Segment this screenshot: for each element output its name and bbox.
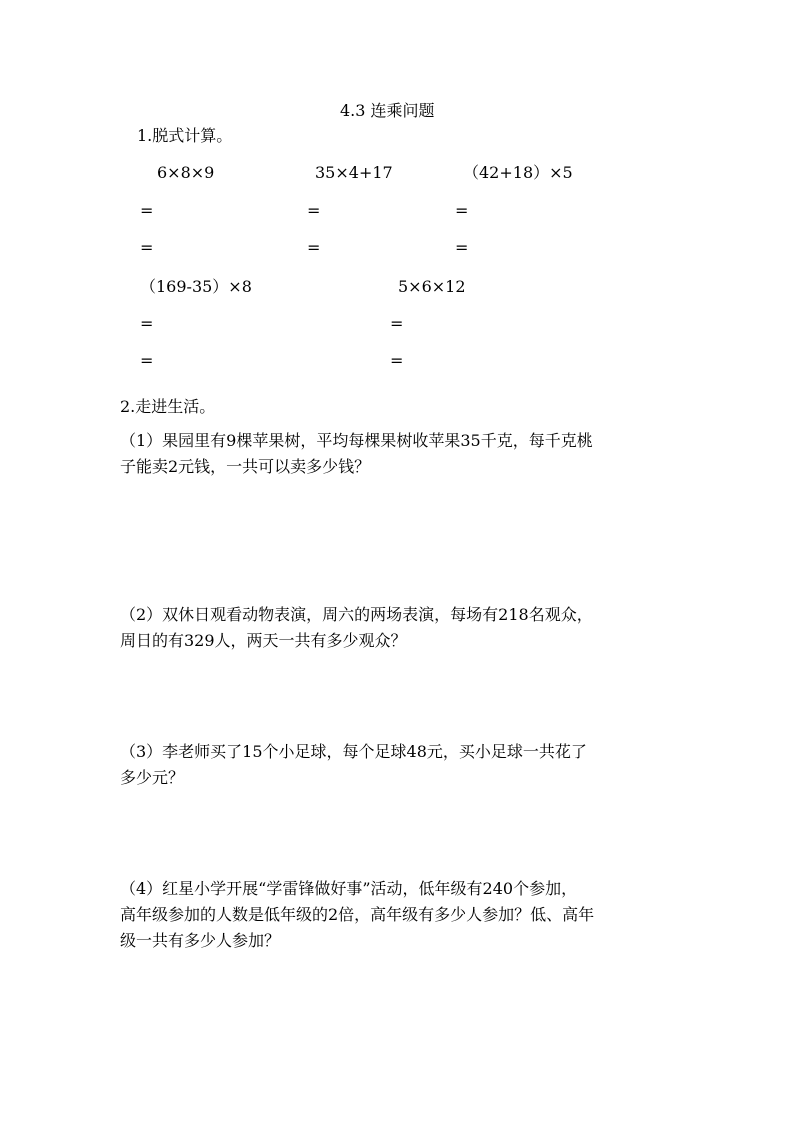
word-problem-3 xyxy=(120,739,587,791)
problem-line: 多少元？ xyxy=(120,768,185,787)
problem-line: （1）果园里有9棵苹果树，平均每棵果树收苹果35千克，每千克桃 xyxy=(120,431,593,450)
equals-sign: = xyxy=(140,314,154,333)
equals-sign: = xyxy=(140,238,154,257)
section-2-heading: 2.走进生活。 xyxy=(120,397,216,416)
expression-4: （169-35）×8 xyxy=(140,277,252,296)
word-problem-2 xyxy=(120,602,593,654)
problem-line: （2）双休日观看动物表演，周六的两场表演，每场有218名观众， xyxy=(120,605,593,624)
equals-sign: = xyxy=(307,201,321,220)
equals-sign: = xyxy=(140,351,154,370)
expression-5: 5×6×12 xyxy=(398,277,466,296)
problem-line: 周日的有329人，两天一共有多少观众？ xyxy=(120,631,407,650)
word-problem-4 xyxy=(120,876,594,954)
section-1-heading: 1.脱式计算。 xyxy=(137,126,233,145)
problem-line: 级一共有多少人参加？ xyxy=(120,931,281,950)
problem-line: 高年级参加的人数是低年级的2倍，高年级有多少人参加？低、高年 xyxy=(120,905,595,924)
problem-line: 子能卖2元钱，一共可以卖多少钱？ xyxy=(120,457,371,476)
problem-line: （4）红星小学开展“学雷锋做好事”活动，低年级有240个参加， xyxy=(120,879,578,898)
expression-2: 35×4+17 xyxy=(315,163,393,182)
expression-1: 6×8×9 xyxy=(157,163,215,182)
expression-3: （42+18）×5 xyxy=(463,163,573,182)
equals-sign: = xyxy=(455,238,469,257)
equals-sign: = xyxy=(307,238,321,257)
equals-sign: = xyxy=(455,201,469,220)
equals-sign: = xyxy=(390,314,404,333)
equals-sign: = xyxy=(140,201,154,220)
equals-sign: = xyxy=(390,351,404,370)
problem-line: （3）李老师买了15个小足球，每个足球48元，买小足球一共花了 xyxy=(120,742,587,761)
word-problem-1 xyxy=(120,428,593,480)
page-title: 4.3 连乘问题 xyxy=(340,101,435,120)
